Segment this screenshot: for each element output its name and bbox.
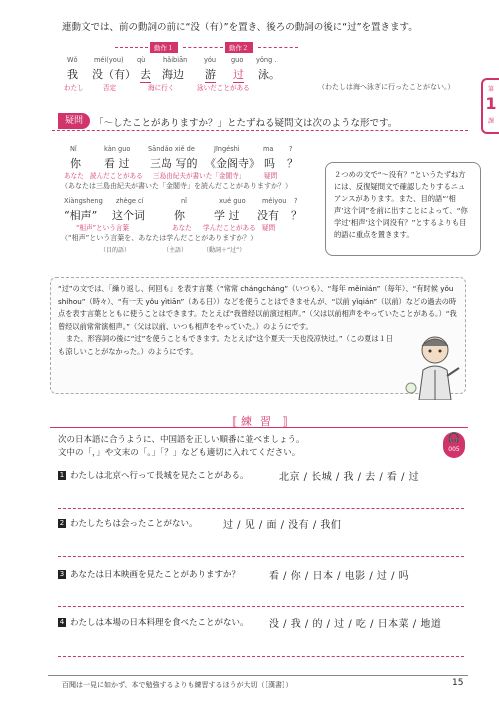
ex3-gloss-3: 疑問 (262, 224, 276, 232)
ex1-pinyin-1: méi(you) (94, 56, 124, 64)
ex2-pinyin-1: kàn guo (104, 145, 131, 153)
ex1-pinyin-0: Wǒ (67, 56, 78, 64)
ex1-pinyin-4: yóu (204, 56, 217, 64)
ex2-gloss-0: あなた (64, 172, 84, 180)
ex1-hanzi-0: 我 (67, 68, 78, 81)
explanation-text (58, 283, 458, 358)
ex2-pinyin-4: ma (263, 145, 274, 153)
ex2-hanzi-1: 看 过 (104, 157, 130, 170)
ex1-hanzi-2: 去 (140, 68, 151, 81)
ex2-translation: （あなたは三島由紀夫が書いた「金閣寺」を読んだことがありますか？） (61, 182, 292, 190)
item-japanese: あなたは日本映画を見たことがありますか？ (70, 570, 241, 580)
ex3-hanzi-3: 学 过 (214, 209, 240, 222)
answer-line[interactable] (58, 656, 464, 657)
ex3-hanzi-4: 没有 (257, 209, 279, 222)
teacher-illustration-icon (405, 330, 465, 400)
ex1-pinyin-5: guo (231, 56, 244, 64)
item-japanese: わたしは北京へ行って長城を見たことがある。 (70, 471, 249, 481)
footer-proverb: 百聞は一見に如かず、本で勉強するよりも練習するほうが大切（［漢書］） (62, 681, 293, 689)
ex2-gloss-3: 疑問 (264, 172, 278, 180)
ex3-pinyin-5: ? (294, 197, 298, 205)
ex1-hanzi-5: 过 (233, 68, 244, 81)
page-number: 15 (452, 678, 464, 688)
practice-divider (50, 427, 468, 428)
chapter-tab-suffix: 課 (487, 118, 494, 125)
ex3-hanzi-5: ？ (291, 209, 302, 222)
audio-track-number: 005 (448, 446, 460, 453)
ex1-hanzi-3: 海边 (162, 68, 184, 81)
ex3-role-subject: （主語） (163, 247, 188, 254)
explanation-paragraph-1: “过”の文では、「繰り返し、何回も」を表す言葉（“常常 chángcháng”（いつも）、“每年 měinián”（毎年）、“有时候 yǒu shíhou”（時々）、“有一天 yǒu yìtiān”（ある日））などを使うことはできませんが、“以前 yǐqián”（以前）などの過去の時点を表す言葉とともに使うことはできます。たとえば“我曾经以前演过相声。”（父は以前相声をやっていたことがある。）“我曾经以前常常演相声。”（父は以前、いつも相声をやっていた。）のようにです。 (58, 284, 457, 331)
ex2-hanzi-5: ？ (287, 157, 298, 170)
ex3-gloss-1: あなた (172, 224, 192, 232)
ex1-hanzi-4: 游 (205, 68, 216, 81)
ex3-translation: （“相声”という言葉を、あなたは学んだことがありますか？） (61, 234, 258, 242)
item-number: 4 (59, 618, 65, 626)
ex3-role-verb: （動詞＋“过”） (203, 247, 246, 254)
instruction-line-1: 次の日本語に合うように、中国語を正しい順番に並べましょう。 (58, 435, 305, 445)
chapter-tab-prefix: 第 (487, 86, 494, 93)
ex2-hanzi-0: 你 (70, 157, 81, 170)
intro-text: 連動文では、前の動詞の前に“没（有）”を置き、後ろの動詞の後に“过”を置きます。 (62, 22, 418, 33)
ex1-pinyin-3: hǎibiān (163, 56, 188, 64)
ex2-pinyin-5: ? (289, 145, 293, 153)
ex1-hanzi-6: 泳。 (258, 68, 280, 81)
ex1-gloss-2: 海に行く (148, 84, 175, 92)
ex1-pinyin-6: yǒng . (256, 56, 277, 64)
ex1-translation: （わたしは海へ泳ぎに行ったことがない。） (318, 83, 455, 91)
ex2-pinyin-3: Jīngéshì (214, 145, 240, 153)
question-heading: 「～したことがありますか？」とたずねる疑問文は次のような形です。 (94, 118, 398, 129)
ex3-pinyin-0: Xiàngsheng (64, 197, 103, 205)
question-badge: 疑問 (58, 113, 90, 129)
ex1-pinyin-2: qù (137, 56, 146, 64)
verb1-tag: 動作１ (150, 42, 178, 53)
ex1-gloss-1: 否定 (103, 84, 117, 92)
item-words: 没 / 我 / 的 / 过 / 吃 / 日本菜 / 地道 (269, 619, 442, 630)
item-words: 看 / 你 / 日本 / 电影 / 过 / 吗 (269, 571, 410, 582)
ex3-pinyin-3: xué guo (219, 197, 246, 205)
section-divider (52, 130, 468, 131)
answer-line[interactable] (58, 606, 464, 607)
item-number: 2 (59, 519, 65, 527)
ex2-gloss-1: 読んだことがある (90, 172, 143, 180)
verb2-tag: 動作２ (225, 42, 253, 53)
ex3-role-object: （目的語） (100, 247, 131, 254)
answer-line[interactable] (58, 556, 464, 557)
item-number: 1 (59, 471, 65, 479)
ex1-hanzi-1: 没（有） (92, 68, 136, 81)
ex1-gloss-3: 泳いだことがある (197, 84, 250, 92)
note-box: ２つめの文で“～没有？”というたずね方には、反復疑問文で確認したりするニュアンスがあります。また、目的語“‘相声’这个词”を前に出すことによって、“你学过‘相声’这个词没有？”とするよりも目的語に重点を置きます。 (325, 162, 481, 256)
ex3-pinyin-2: nǐ (181, 197, 188, 205)
ex3-pinyin-4: méiyou (262, 197, 287, 205)
item-japanese: わたしたちは会ったことがない。 (70, 519, 198, 529)
practice-instructions (58, 434, 305, 460)
explanation-paragraph-2: また、形容詞の後に“过”を使うこともできます。たとえば“这个夏天一天也没凉快过。”（この夏は１日も涼しいことがなかった。）のようにです。 (58, 334, 393, 356)
ex2-hanzi-2: 三岛 写的 (150, 157, 198, 170)
audio-track-icon[interactable]: 🎧 005 (443, 432, 465, 458)
ex2-pinyin-2: Sāndǎo xiě de (148, 145, 195, 153)
item-number: 3 (59, 570, 65, 578)
ex3-hanzi-0: “相声” (64, 209, 98, 222)
ex2-gloss-2: 三島由紀夫が書いた「金閣寺」 (153, 172, 246, 180)
ex3-gloss-0: “相声”という言葉 (76, 224, 129, 232)
ex1-gloss-0: わたし (64, 84, 84, 92)
ex3-gloss-2: 学んだことがある (203, 224, 256, 232)
ex3-hanzi-1: 这个词 (112, 209, 145, 222)
practice-title: ⟦ 練習 ⟧ (232, 415, 288, 428)
item-japanese: わたしは本場の日本料理を食べたことがない。 (70, 618, 249, 628)
instruction-line-2: 文中の「，」や文末の「。」「？」なども適切に入れてください。 (58, 448, 301, 458)
chapter-tab-number: 1 (485, 94, 497, 113)
practice-title-text: 練習 (240, 415, 279, 428)
ex2-pinyin-0: Nǐ (70, 145, 77, 153)
answer-line[interactable] (58, 508, 464, 509)
ex3-hanzi-2: 你 (174, 209, 185, 222)
item-words: 过 / 见 / 面 / 没有 / 我们 (223, 520, 342, 531)
ex2-hanzi-3: 《金阁寺》 (205, 157, 260, 170)
chapter-tab (481, 78, 499, 134)
ex3-pinyin-1: zhège cí (116, 197, 144, 205)
item-words: 北京 / 长城 / 我 / 去 / 看 / 过 (279, 472, 420, 483)
ex2-hanzi-4: 吗 (264, 157, 275, 170)
footer-rule (48, 675, 468, 676)
